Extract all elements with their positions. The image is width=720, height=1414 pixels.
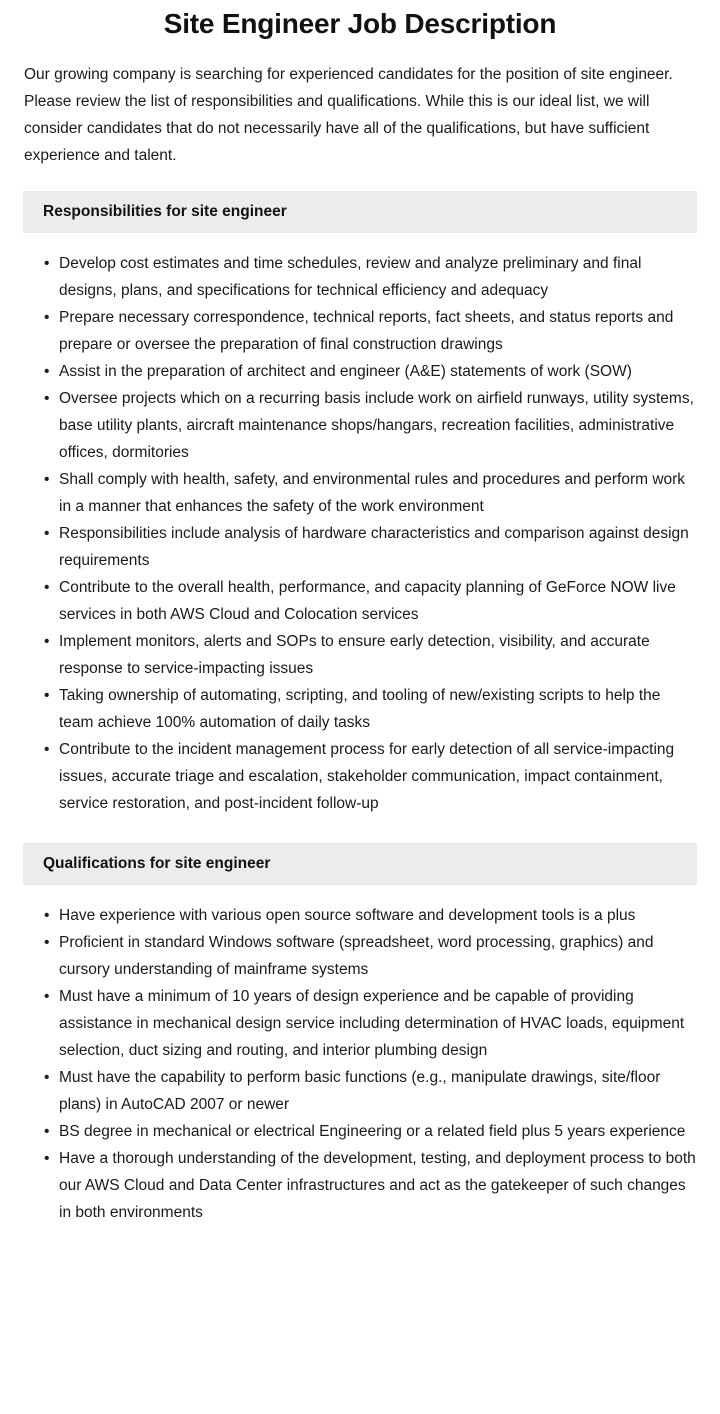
list-item: • Contribute to the overall health, performance, and capacity planning of GeForce NOW live services in both AWS Cloud and Colocation services — [0, 574, 697, 628]
list-item: • Develop cost estimates and time schedules, review and analyze preliminary and final designs, plans, and specifications for technical efficiency and adequacy — [0, 250, 697, 304]
list-item: • Must have a minimum of 10 years of design experience and be capable of providing assistance in mechanical design service including determination of HVAC loads, equipment selection, duct sizing and routing, and interior plumbing design — [0, 983, 697, 1064]
list-item: • Prepare necessary correspondence, technical reports, fact sheets, and status reports and prepare or oversee the preparation of final construction drawings — [0, 304, 697, 358]
qualifications-list — [0, 902, 720, 1226]
list-item: • BS degree in mechanical or electrical Engineering or a related field plus 5 years experience — [0, 1118, 697, 1145]
list-item: • Taking ownership of automating, scripting, and tooling of new/existing scripts to help the team achieve 100% automation of daily tasks — [0, 682, 697, 736]
responsibilities-list — [0, 250, 720, 817]
list-item: • Implement monitors, alerts and SOPs to ensure early detection, visibility, and accurate response to service-impacting issues — [0, 628, 697, 682]
list-item: • Have experience with various open source software and development tools is a plus — [0, 902, 697, 929]
list-item: • Oversee projects which on a recurring basis include work on airfield runways, utility systems, base utility plants, aircraft maintenance shops/hangars, recreation facilities, administrative offices, dormitories — [0, 385, 697, 466]
section-heading-responsibilities: Responsibilities for site engineer — [23, 191, 697, 233]
list-item: • Proficient in standard Windows software (spreadsheet, word processing, graphics) and cursory understanding of mainframe systems — [0, 929, 697, 983]
list-item: • Responsibilities include analysis of hardware characteristics and comparison against design requirements — [0, 520, 697, 574]
list-item: • Contribute to the incident management process for early detection of all service-impacting issues, accurate triage and escalation, stakeholder communication, impact containment, service restoration, and post-incident follow-up — [0, 736, 697, 817]
list-item: • Shall comply with health, safety, and environmental rules and procedures and perform work in a manner that enhances the safety of the work environment — [0, 466, 697, 520]
section-heading-qualifications: Qualifications for site engineer — [23, 843, 697, 885]
intro-paragraph: Our growing company is searching for experienced candidates for the position of site engineer. Please review the list of responsibilities and qualifications. While this is our ideal list, we will consider candidates that do not necessarily have all of the qualifications, but have sufficient experience and talent. — [24, 66, 673, 164]
section-responsibilities — [0, 191, 720, 817]
list-item: • Assist in the preparation of architect and engineer (A&E) statements of work (SOW) — [0, 358, 697, 385]
list-item: • Must have the capability to perform basic functions (e.g., manipulate drawings, site/floor plans) in AutoCAD 2007 or newer — [0, 1064, 697, 1118]
page-title: Site Engineer Job Description — [163, 8, 557, 39]
job-description-page — [0, 6, 720, 1250]
section-qualifications — [0, 843, 720, 1226]
list-item: • Have a thorough understanding of the development, testing, and deployment process to both our AWS Cloud and Data Center infrastructures and act as the gatekeeper of such changes in both environments — [0, 1145, 697, 1226]
